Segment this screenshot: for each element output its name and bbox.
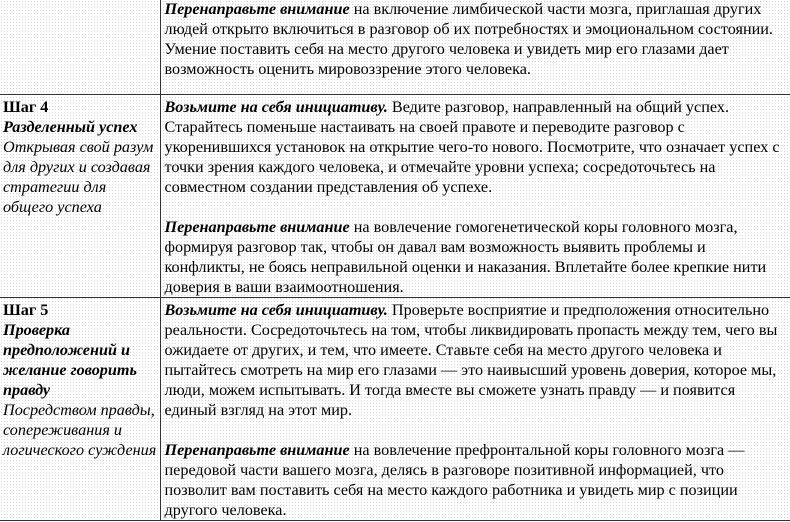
paragraph [165,217,789,297]
paragraph [165,440,789,520]
paragraph-text: на вовлечение префронтальной коры головного мозга — передовой части вашего мозга, делясь в разговоре позитивной информацией, что позволит вам поставить себя на место каждого работника и увидеть мир с позиции другого человека. [164,441,745,519]
paragraph-lead: Перенаправьте внимание [164,441,350,459]
step-content-cell [160,0,790,95]
step-label-cell [0,0,160,95]
step-title: Разделенный успех [3,118,138,136]
step-label-cell [0,95,160,298]
step-content-cell [160,298,790,521]
paragraph-lead: Перенаправьте внимание [164,0,350,18]
step-content-cell [160,95,790,298]
paragraph [165,0,789,79]
step-title: Проверка предположений и желание говорить правду [3,321,137,399]
paragraph-lead: Возьмите на себя инициативу. [164,301,388,319]
step-number: Шаг 4 [3,98,49,116]
paragraph [165,97,789,197]
paragraph-lead: Возьмите на себя инициативу. [164,98,388,116]
table-row [0,0,790,95]
paragraph-text: Проверьте восприятие и предположения относительно реальности. Сосредоточьтесь на том, чтобы ликвидировать пропасть между тем, чего вы ожидаете от других, и тем, что имеете. Ставьте себя на место другого человека и пытайтесь смотреть на мир его глазами — это наивысший уровень доверия, которое мы, люди, можем испытывать. И тогда вместе вы сможете узнать правду — и появится единый взгляд на этот мир. [164,301,778,419]
step-description: Открывая свой разум для других и создавая стратегии для общего успеха [3,138,154,216]
paragraph-text: на вовлечение гомогенетической коры головного мозга, формируя разговор так, чтобы он давал вам возможность выявить проблемы и конфликты, не боясь неправильной оценки и наказания. Вплетайте более крепкие нити доверия в ваши взаимоотношения. [164,218,767,296]
paragraph-text: Ведите разговор, направленный на общий успех. Старайтесь поменьше настаивать на своей правоте и переводите разговор с укоренившихся установок на открытие чего-то нового. Посмотрите, что означает успех с точки зрения каждого человека, и отмечайте уровни успеха; сосредоточьтесь на совместном создании представления об успехе. [164,98,780,196]
paragraph-text: на включение лимбической части мозга, приглашая других людей открыто включиться в разговор об их потребностях и эмоциональном состоянии. Умение поставить себя на место другого человека и увидеть мир его глазами дает возможность оценить мировоззрение этого человека. [164,0,773,78]
table-row [0,298,790,521]
step-label-cell [0,298,160,521]
paragraph-lead: Перенаправьте внимание [164,218,350,236]
table-row [0,95,790,298]
paragraph [165,300,789,420]
step-number: Шаг 5 [3,301,49,319]
step-description: Посредством правды, сопереживания и логического суждения [3,401,157,459]
